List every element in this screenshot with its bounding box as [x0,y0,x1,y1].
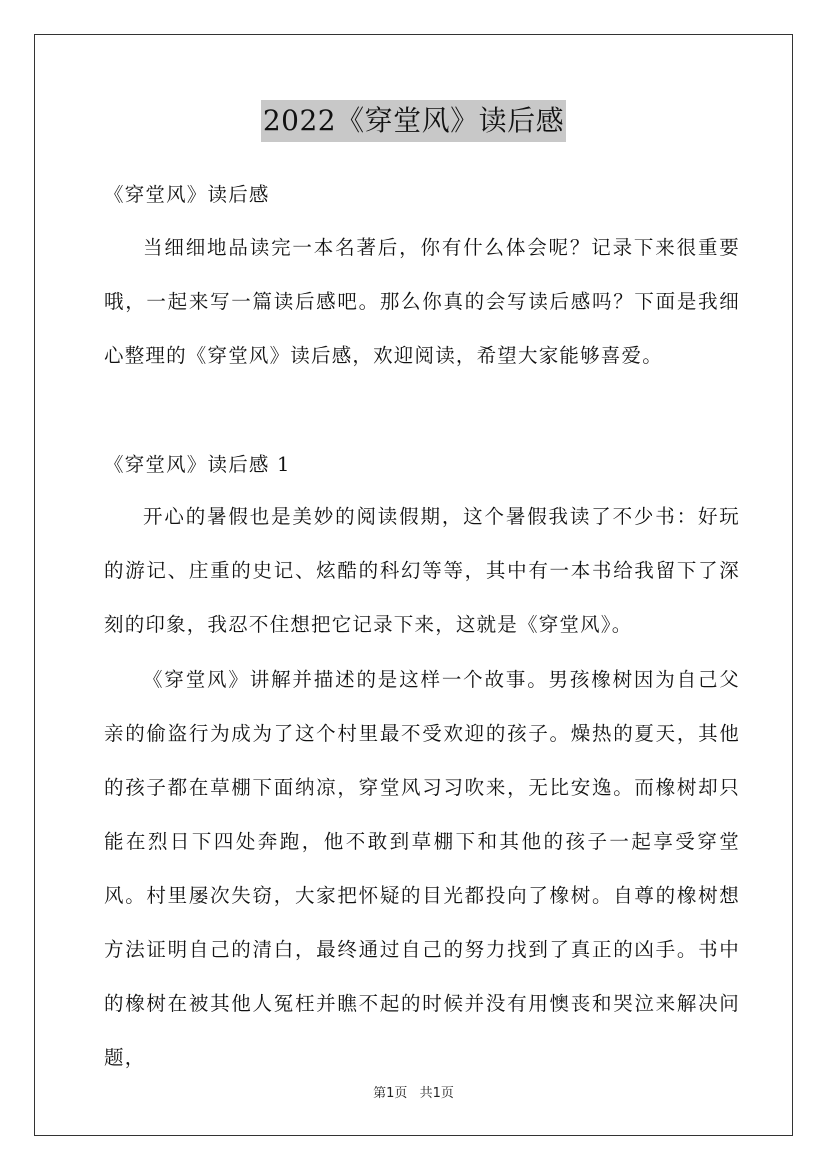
body-paragraph-1: 开心的暑假也是美妙的阅读假期，这个暑假我读了不少书：好玩的游记、庄重的史记、炫酷的科幻等等，其中有一本书给我留下了深刻的印象，我忍不住想把它记录下来，这就是《穿堂风》。 [104,505,740,636]
page-footer [0,1082,827,1101]
title-container [0,100,827,142]
document-title: 2022《穿堂风》读后感 [261,100,566,142]
intro-paragraph: 当细细地品读完一本名著后，你有什么体会呢？记录下来很重要哦，一起来写一篇读后感吧。那么你真的会写读后感吗？下面是我细心整理的《穿堂风》读后感，欢迎阅读，希望大家能够喜爱。 [104,236,740,367]
document-subtitle: 《穿堂风》读后感 [104,183,270,206]
page-number-total: 共1页 [419,1086,454,1101]
section-heading: 《穿堂风》读后感 1 [104,453,291,476]
body-paragraph-2: 《穿堂风》讲解并描述的是这样一个故事。男孩橡树因为自己父亲的偷盗行为成为了这个村里最不受欢迎的孩子。燥热的夏天，其他的孩子都在草棚下面纳凉，穿堂风习习吹来，无比安逸。而橡树却只能在烈日下四处奔跑，他不敢到草棚下和其他的孩子一起享受穿堂风。村里屡次失窃，大家把怀疑的目光都投向了橡树。自尊的橡树想方法证明自己的清白，最终通过自己的努力找到了真正的凶手。书中的橡树在被其他人冤枉并瞧不起的时候并没有用懊丧和哭泣来解决问题， [104,668,740,1069]
page-number-current: 第1页 [373,1086,408,1101]
